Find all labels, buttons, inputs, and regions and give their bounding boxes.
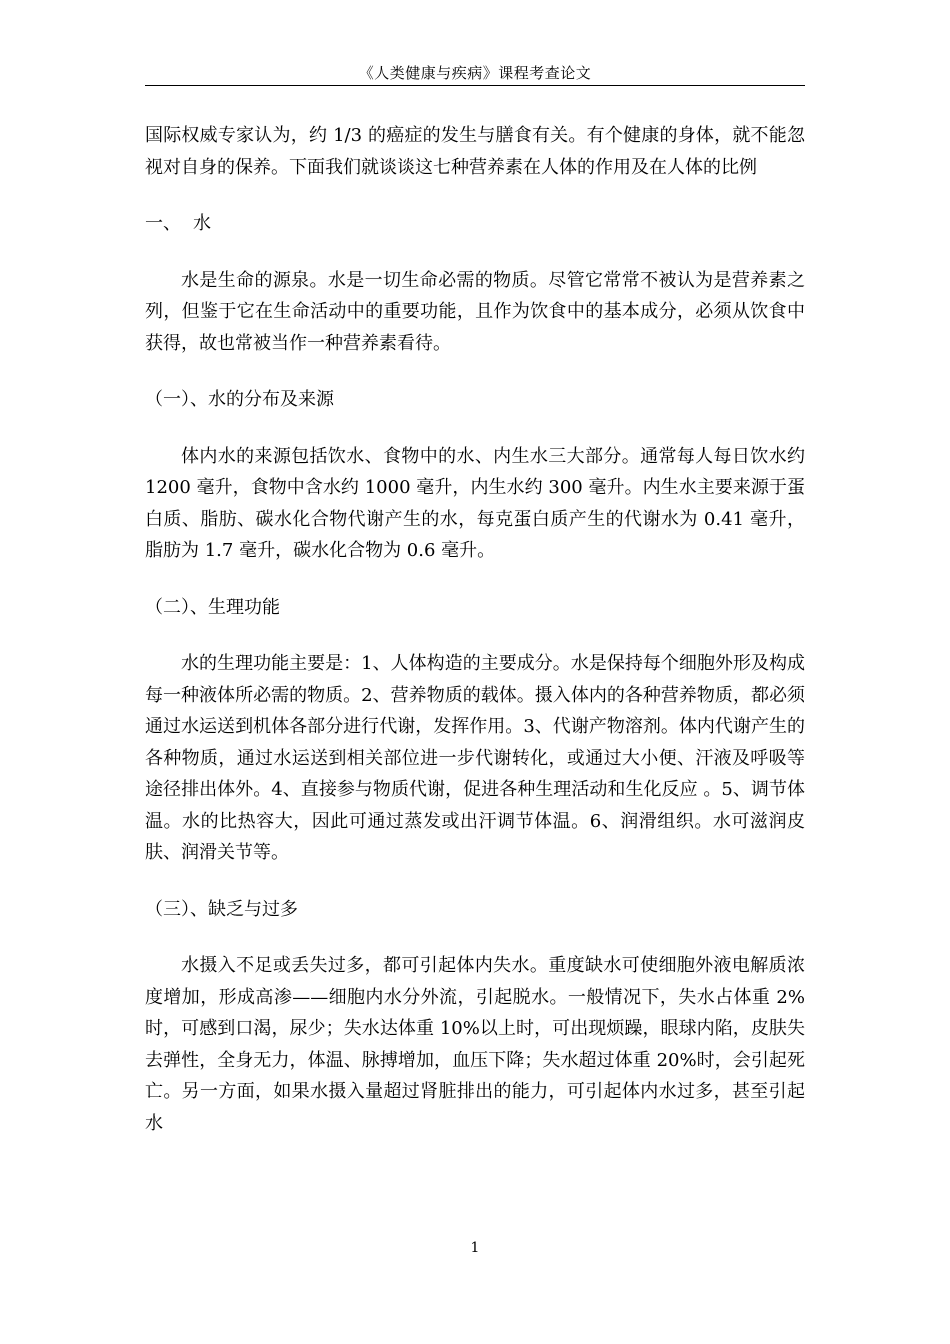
subsection-heading-source: （一）、水的分布及来源 xyxy=(145,389,334,410)
section-number: 一、 xyxy=(145,213,181,234)
header-rule xyxy=(145,85,805,86)
source-paragraph: 体内水的来源包括饮水、食物中的水、内生水三大部分。通常每人每日饮水约 1200 毫升，食物中含水约 1000 毫升，内生水约 300 毫升。内生水主要来源于蛋白质、脂肪、碳水化合物代谢产生的水，每克蛋白质产生的代谢水为 0.41 毫升，脂肪为 1.7 毫升，碳水化合物为 0.6 毫升。 xyxy=(145,445,805,561)
section-heading-water xyxy=(145,208,805,240)
body-text xyxy=(145,120,805,1139)
water-intro-paragraph: 水是生命的源泉。水是一切生命必需的物质。尽管它常常不被认为是营养素之列，但鉴于它在生命活动中的重要功能，且作为饮食中的基本成分，必须从饮食中获得，故也常被当作一种营养素看待。 xyxy=(145,269,805,354)
deficiency-paragraph: 水摄入不足或丢失过多，都可引起体内失水。重度缺水可使细胞外液电解质浓度增加，形成高渗——细胞内水分外流，引起脱水。一般情况下，失水占体重 2%时，可感到口渴，尿少；失水达体重 10%以上时，可出现烦躁，眼球内陷，皮肤失去弹性，全身无力，体温、脉搏增加，血压下降；失水超过体重 20%时，会引起死亡。另一方面，如果水摄入量超过肾脏排出的能力，可引起体内水过多，甚至引起水 xyxy=(145,955,805,1134)
function-paragraph: 水的生理功能主要是：1、人体构造的主要成分。水是保持每个细胞外形及构成每一种液体所必需的物质。2、营养物质的载体。摄入体内的各种营养物质，都必须通过水运送到机体各部分进行代谢，发挥作用。3、代谢产物溶剂。体内代谢产生的各种物质，通过水运送到相关部位进一步代谢转化，或通过大小便、汗液及呼吸等途径排出体外。4、直接参与物质代谢，促进各种生理活动和生化反应 。5、调节体温。水的比热容大，因此可通过蒸发或出汗调节体温。6、润滑组织。水可滋润皮肤、润滑关节等。 xyxy=(145,653,805,863)
intro-paragraph: 国际权威专家认为，约 1/3 的癌症的发生与膳食有关。有个健康的身体，就不能忽视对自身的保养。下面我们就谈谈这七种营养素在人体的作用及在人体的比例 xyxy=(145,125,805,178)
subsection-heading-deficiency: （三）、缺乏与过多 xyxy=(145,898,298,920)
page-number: 1 xyxy=(470,1240,480,1256)
subsection-heading-function: （二）、生理功能 xyxy=(145,596,280,618)
section-title: 水 xyxy=(193,213,211,234)
running-header: 《人类健康与疾病》课程考查论文 xyxy=(358,64,592,82)
